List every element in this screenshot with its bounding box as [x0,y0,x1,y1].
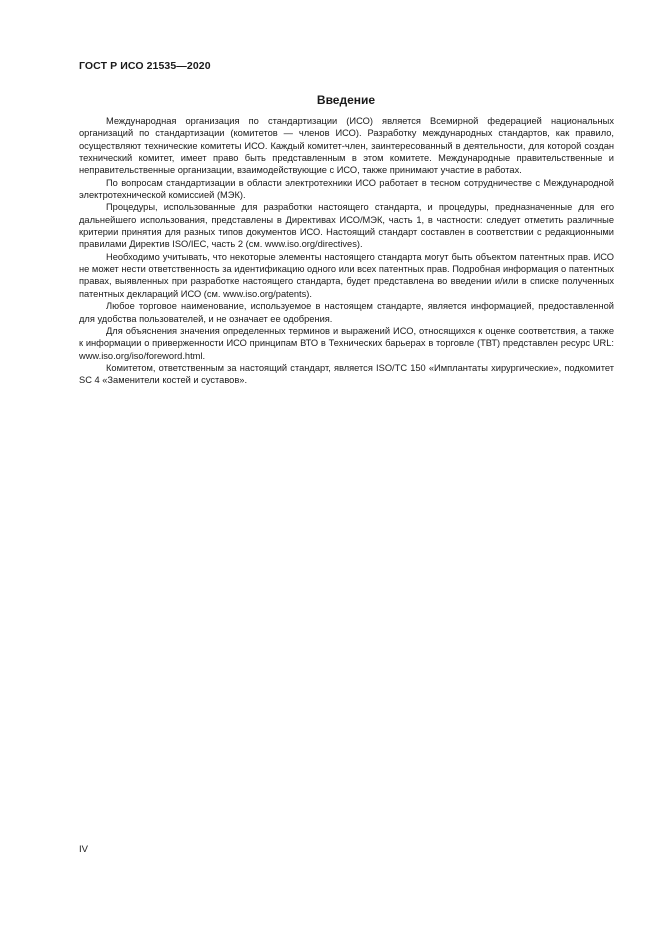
paragraph: Необходимо учитывать, что некоторые элементы настоящего стандарта могут быть объектом патентных прав. ИСО не может нести ответственность за идентификацию одного или всех патентных прав. Подробная информация о патентных правах, выявленных при разработке настоящего стандарта, будет представлена во введении и/или в списке полученных патентных деклараций ИСО (см. www.iso.org/patents). [79,251,614,299]
paragraph: Для объяснения значения определенных терминов и выражений ИСО, относящихся к оценке соответствия, а также к информации о приверженности ИСО принципам ВТО в Технических барьерах в торговле (ТВТ) представлен ресурс URL: www.iso.org/iso/foreword.html. [79,325,614,361]
page-number: IV [79,844,88,855]
paragraph: По вопросам стандартизации в области электротехники ИСО работает в тесном сотрудничестве с Международной электротехнической комиссией (МЭК). [79,177,614,201]
document-code: ГОСТ Р ИСО 21535—2020 [79,60,211,72]
paragraph: Любое торговое наименование, используемое в настоящем стандарте, является информацией, предоставленной для удобства пользователей, и не означает ее одобрения. [79,301,614,324]
section-title: Введение [316,93,376,107]
paragraph: Процедуры, использованные для разработки настоящего стандарта, и процедуры, предназначенные для его дальнейшего использования, представлены в Директивах ИСО/МЭК, часть 1, в частности: следует отметить различные критерии принятия для разных типов документов ИСО. Настоящий стандарт составлен в соответствии с редакционными правилами Директив ISO/IEC, часть 2 (см. www.iso.org/directives). [79,202,614,250]
section-body [79,115,614,387]
paragraph: Международная организация по стандартизации (ИСО) является Всемирной федерацией национальных организаций по стандартизации (комитетов — членов ИСО). Разработку международных стандартов, как правило, осуществляют технические комитеты ИСО. Каждый комитет-член, заинтересованный в деятельности, для которой создан технический комитет, имеет право быть представленным в этом комитете. Международные правительственные и неправительственные организации, взаимодействующие с ИСО, также принимают участие в работах. [79,116,614,176]
paragraph: Комитетом, ответственным за настоящий стандарт, является ISO/TC 150 «Имплантаты хирургические», подкомитет SC 4 «Заменители костей и суставов». [79,362,614,386]
